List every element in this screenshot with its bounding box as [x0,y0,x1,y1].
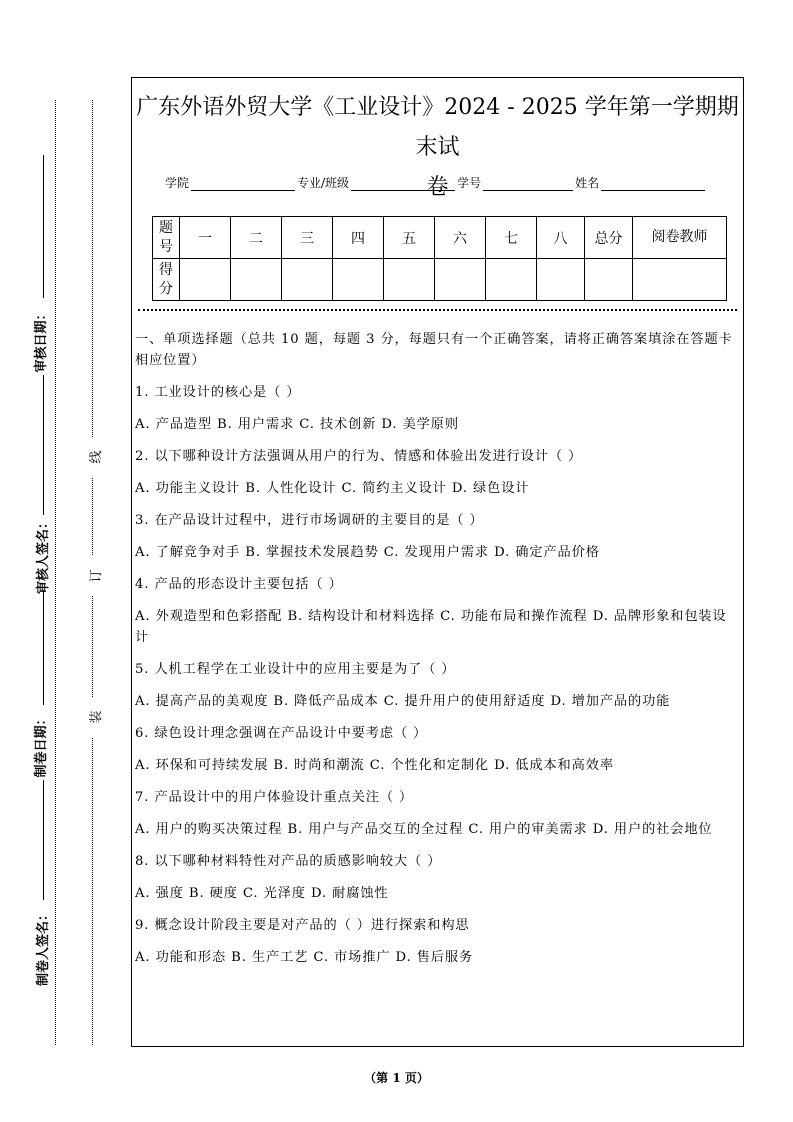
score-cell-1[interactable] [180,259,231,301]
review-date-label: 审核日期： [33,307,49,373]
reviewer-signature-label: 审核人签名： [35,515,51,594]
score-header-cell: 五 [384,217,435,259]
score-row-label: 得分 [153,259,180,301]
question-1-options: A. 产品造型 B. 用户需求 C. 技术创新 D. 美学原则 [135,417,459,432]
score-cell-2[interactable] [231,259,282,301]
score-header-cell: 八 [537,217,585,259]
exam-title-line2: 卷 [426,175,449,200]
score-table-score-row [153,259,727,301]
score-table [152,216,727,301]
score-cell-7[interactable] [486,259,537,301]
exam-frame [131,77,744,1047]
exam-title-line1: 广东外语外贸大学《工业设计》2024 - 2025 学年第一学期期末试 [136,95,739,160]
section-1-heading: 一、单项选择题（总共 10 题，每题 3 分，每题只有一个正确答案，请将正确答案填涂在答题卡相应位置） [135,332,733,368]
field-label-college: 学院 [165,176,190,190]
score-header-cell: 总分 [585,217,633,259]
preparer-signature-line [43,780,44,900]
score-header-cell: 阅卷教师 [633,217,727,259]
question-6-options: A. 环保和可持续发展 B. 时尚和潮流 C. 个性化和定制化 D. 低成本和高效率 [135,758,614,773]
bind-label-xian: 线 [84,437,104,477]
prep-date-label: 制卷日期： [33,712,49,778]
score-cell-8[interactable] [537,259,585,301]
student-info-row [165,174,707,191]
score-header-cell: 六 [435,217,486,259]
score-table-header-row [153,217,727,259]
score-cell-4[interactable] [333,259,384,301]
question-5: 5. 人机工程学在工业设计中的应用主要是为了（ ） [135,662,456,677]
field-blank-name[interactable] [601,178,705,191]
score-header-cell: 三 [282,217,333,259]
bind-label-ding: 订 [84,556,104,596]
field-blank-college[interactable] [191,178,295,191]
question-8: 8. 以下哪种材料特性对产品的质感影响较大（ ） [135,854,442,869]
question-3: 3. 在产品设计过程中，进行市场调研的主要目的是（ ） [135,513,484,528]
dotted-separator [138,309,737,311]
score-cell-6[interactable] [435,259,486,301]
question-4: 4. 产品的形态设计主要包括（ ） [135,577,343,592]
question-2: 2. 以下哪种设计方法强调从用户的行为、情感和体验出发进行设计（ ） [135,449,583,464]
margin-dotted-line-outer [55,100,56,1045]
review-date-line [43,155,44,298]
score-cell-5[interactable] [384,259,435,301]
score-cell-3[interactable] [282,259,333,301]
prep-date-line [43,590,44,705]
field-blank-student-id[interactable] [483,178,573,191]
score-cell-total[interactable] [585,259,633,301]
question-7-options: A. 用户的购买决策过程 B. 用户与产品交互的全过程 C. 用户的审美需求 D. 用户的社会地位 [135,822,713,837]
score-header-cell: 七 [486,217,537,259]
field-label-student-id: 学号 [457,176,482,190]
question-9-options: A. 功能和形态 B. 生产工艺 C. 市场推广 D. 售后服务 [135,950,474,965]
field-blank-major[interactable] [351,178,455,191]
bind-label-zhuang: 装 [84,697,104,737]
score-header-cell: 四 [333,217,384,259]
field-label-name: 姓名 [575,176,600,190]
score-header-cell: 题号 [153,217,180,259]
page-number: （第 1 页） [364,1071,429,1085]
preparer-signature-label: 制卷人签名： [35,907,51,986]
question-4-options: A. 外观造型和色彩搭配 B. 结构设计和材料选择 C. 功能布局和操作流程 D. 品牌形象和包装设计 [135,609,727,645]
question-9: 9. 概念设计阶段主要是对产品的（ ）进行探索和构思 [135,918,470,933]
question-8-options: A. 强度 B. 硬度 C. 光泽度 D. 耐腐蚀性 [135,886,389,901]
question-5-options: A. 提高产品的美观度 B. 降低产品成本 C. 提升用户的使用舒适度 D. 增加产品的功能 [135,694,671,709]
score-header-cell: 二 [231,217,282,259]
reviewer-signature-line [43,375,44,515]
question-3-options: A. 了解竞争对手 B. 掌握技术发展趋势 C. 发现用户需求 D. 确定产品价格 [135,545,600,560]
question-6: 6. 绿色设计理念强调在产品设计中要考虑（ ） [135,726,428,741]
field-label-major: 专业/班级 [297,176,350,190]
question-7: 7. 产品设计中的用户体验设计重点关注（ ） [135,790,414,805]
question-1: 1. 工业设计的核心是（ ） [135,385,301,400]
question-2-options: A. 功能主义设计 B. 人性化设计 C. 简约主义设计 D. 绿色设计 [135,481,530,496]
score-cell-grader[interactable] [633,259,727,301]
score-header-cell: 一 [180,217,231,259]
section-1 [135,329,738,968]
